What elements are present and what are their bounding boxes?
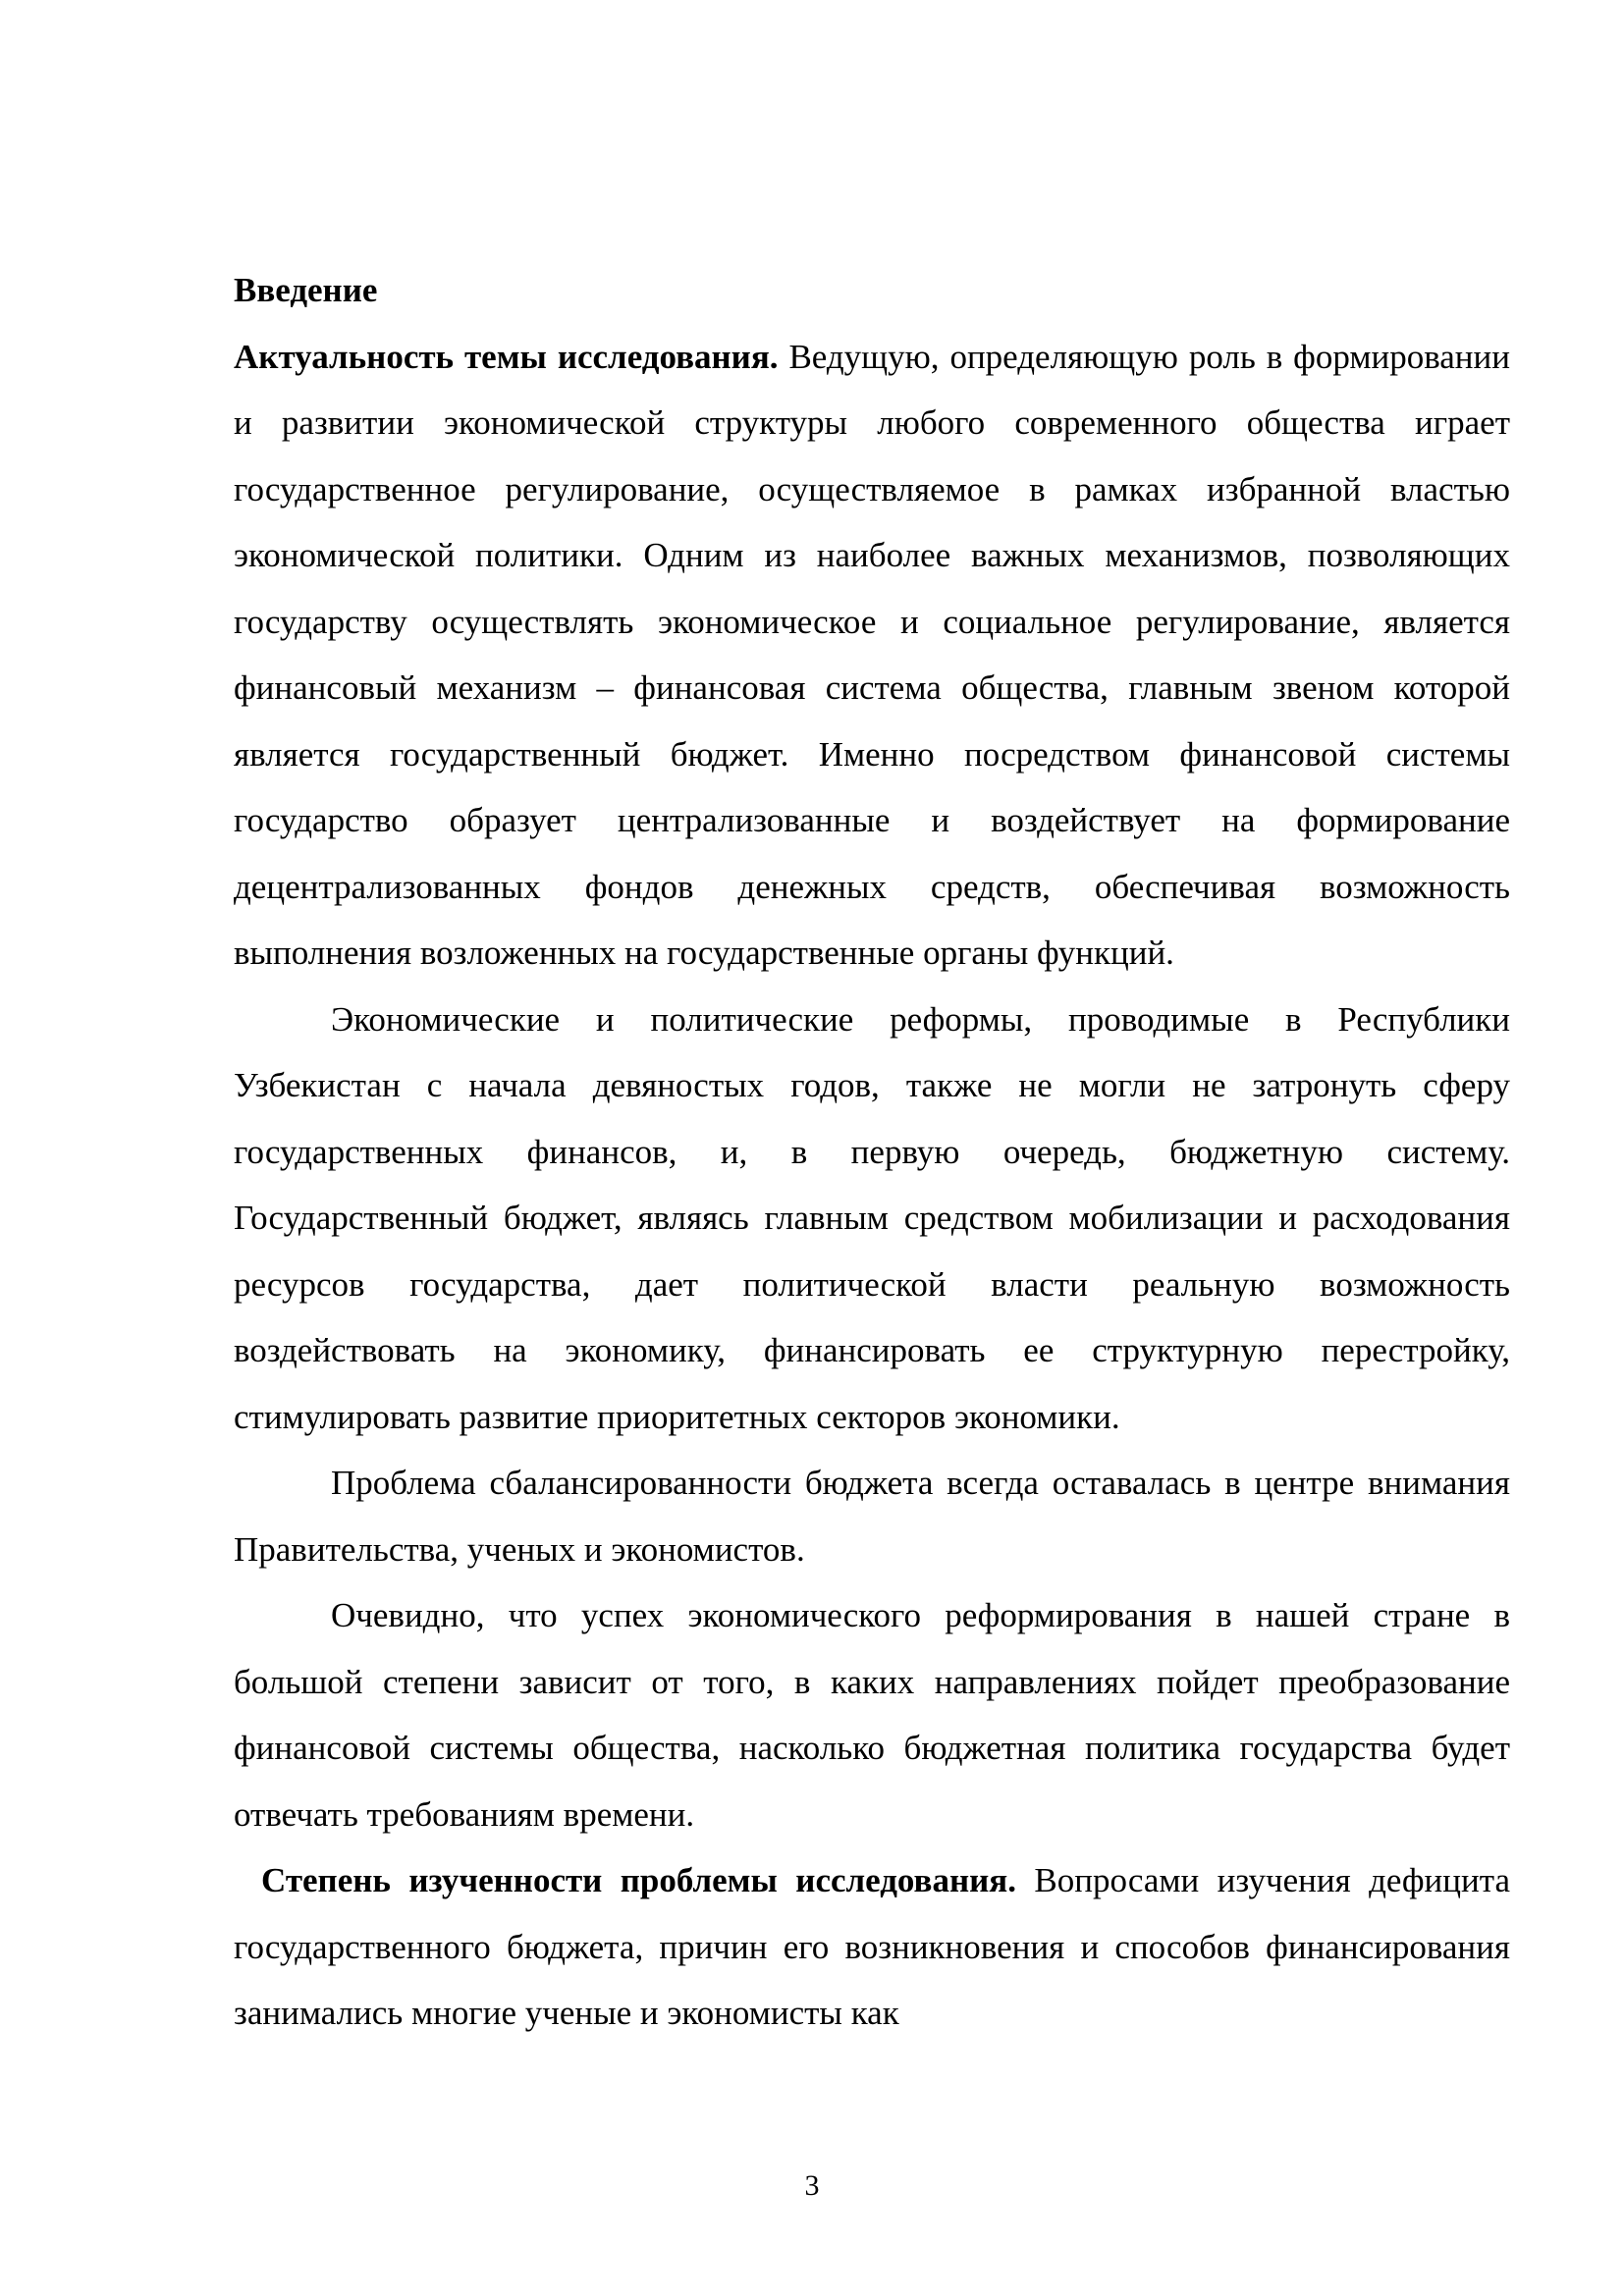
paragraph-reforms — [234, 987, 1510, 1451]
paragraph-text: Экономические и политические реформы, проводимые в Республики Узбекистан с начала девяностых годов, также не могли не затронуть сферу государственных финансов, и, в первую очередь, бюджетную систему. Государственный бюджет, являясь главным средством мобилизации и расходования ресурсов государства, дает политической власти реальную возможность воздействовать на экономику, финансировать ее структурную перестройку, стимулировать развитие приоритетных секторов экономики. — [234, 999, 1510, 1436]
page-number: 3 — [804, 2169, 820, 2202]
paragraph-text: Очевидно, что успех экономического реформирования в нашей стране в большой степени зависит от того, в каких направлениях пойдет преобразование финансовой системы общества, насколько бюджетная политика государства будет отвечать требованиям времени. — [234, 1596, 1510, 1834]
document-page — [234, 257, 1510, 2047]
paragraph-balance — [234, 1450, 1510, 1582]
paragraph-text: Ведущую, определяющую роль в формировании и развитии экономической структуры любого современного общества играет государственное регулирование, осуществляемое в рамках избранной властью экономической политики. Одним из наиболее важных механизмов, позволяющих государству осуществлять экономическое и социальное регулирование, является финансовый механизм – финансовая система общества, главным звеном которой является государственный бюджет. Именно посредством финансовой системы государство образует централизованные и воздействует на формирование децентрализованных фондов денежных средств, обеспечивая возможность выполнения возложенных на государственные органы функций. — [234, 337, 1510, 972]
run-in-heading-degree: Степень изученности проблемы исследования. — [261, 1861, 1016, 1899]
paragraph-degree-of-study — [234, 1847, 1510, 2047]
paragraph-relevance — [234, 324, 1510, 987]
paragraph-success — [234, 1582, 1510, 1847]
paragraph-text: Вопросами изучения дефицита государственного бюджета, причин его возникновения и способов финансирования занимались многие ученые и экономисты как — [234, 1861, 1510, 2032]
section-heading: Введение — [234, 271, 378, 309]
run-in-heading-relevance: Актуальность темы исследования. — [234, 337, 779, 376]
paragraph-text: Проблема сбалансированности бюджета всегда оставалась в центре внимания Правительства, ученых и экономистов. — [234, 1464, 1510, 1569]
